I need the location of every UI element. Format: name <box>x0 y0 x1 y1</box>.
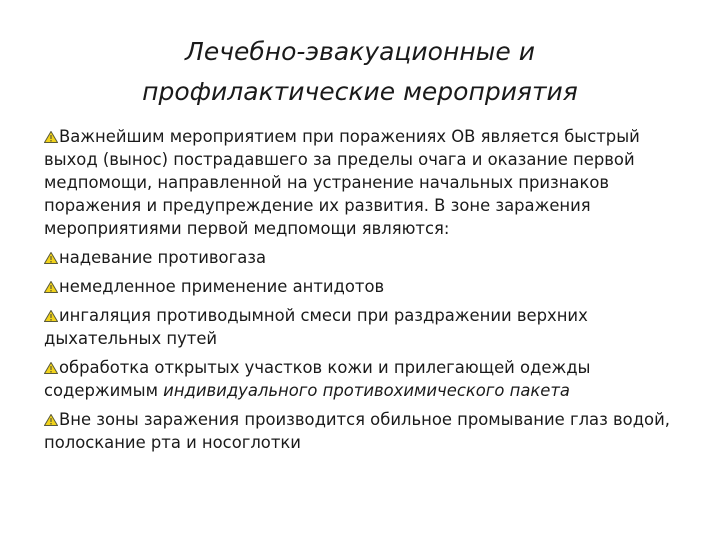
list-item-text: надевание противогаза <box>59 248 266 267</box>
list-item-text: Важнейшим мероприятием при поражениях ОВ является быстрый выход (вынос) пострадавшего за пределы очага и оказание первой медпомощи, направленной на устранение начальных признаков поражения и предупреждение их развития. В зоне заражения мероприятиями первой медпомощи являются: <box>44 127 640 238</box>
warning-triangle-icon <box>44 281 58 293</box>
slide-title <box>60 32 660 112</box>
title-line-1: Лечебно-эвакуационные и <box>185 37 535 66</box>
list-item <box>44 356 684 402</box>
bullet-list <box>44 125 684 460</box>
list-item-text: немедленное применение антидотов <box>59 277 385 296</box>
warning-triangle-icon <box>44 131 58 143</box>
list-item-text: обработка открытых участков кожи и прилегающей одежды содержимым <box>44 358 591 400</box>
list-item <box>44 408 684 454</box>
list-item <box>44 246 684 269</box>
list-item <box>44 304 684 350</box>
warning-triangle-icon <box>44 414 58 426</box>
list-item-text-italic: индивидуального противохимического пакета <box>163 381 570 400</box>
list-item <box>44 275 684 298</box>
warning-triangle-icon <box>44 252 58 264</box>
warning-triangle-icon <box>44 310 58 322</box>
list-item-text: ингаляция противодымной смеси при раздражении верхних дыхательных путей <box>44 306 588 348</box>
list-item <box>44 125 684 240</box>
title-line-2: профилактические мероприятия <box>142 77 578 106</box>
warning-triangle-icon <box>44 362 58 374</box>
list-item-text: Вне зоны заражения производится обильное промывание глаз водой, полоскание рта и носоглотки <box>44 410 670 452</box>
